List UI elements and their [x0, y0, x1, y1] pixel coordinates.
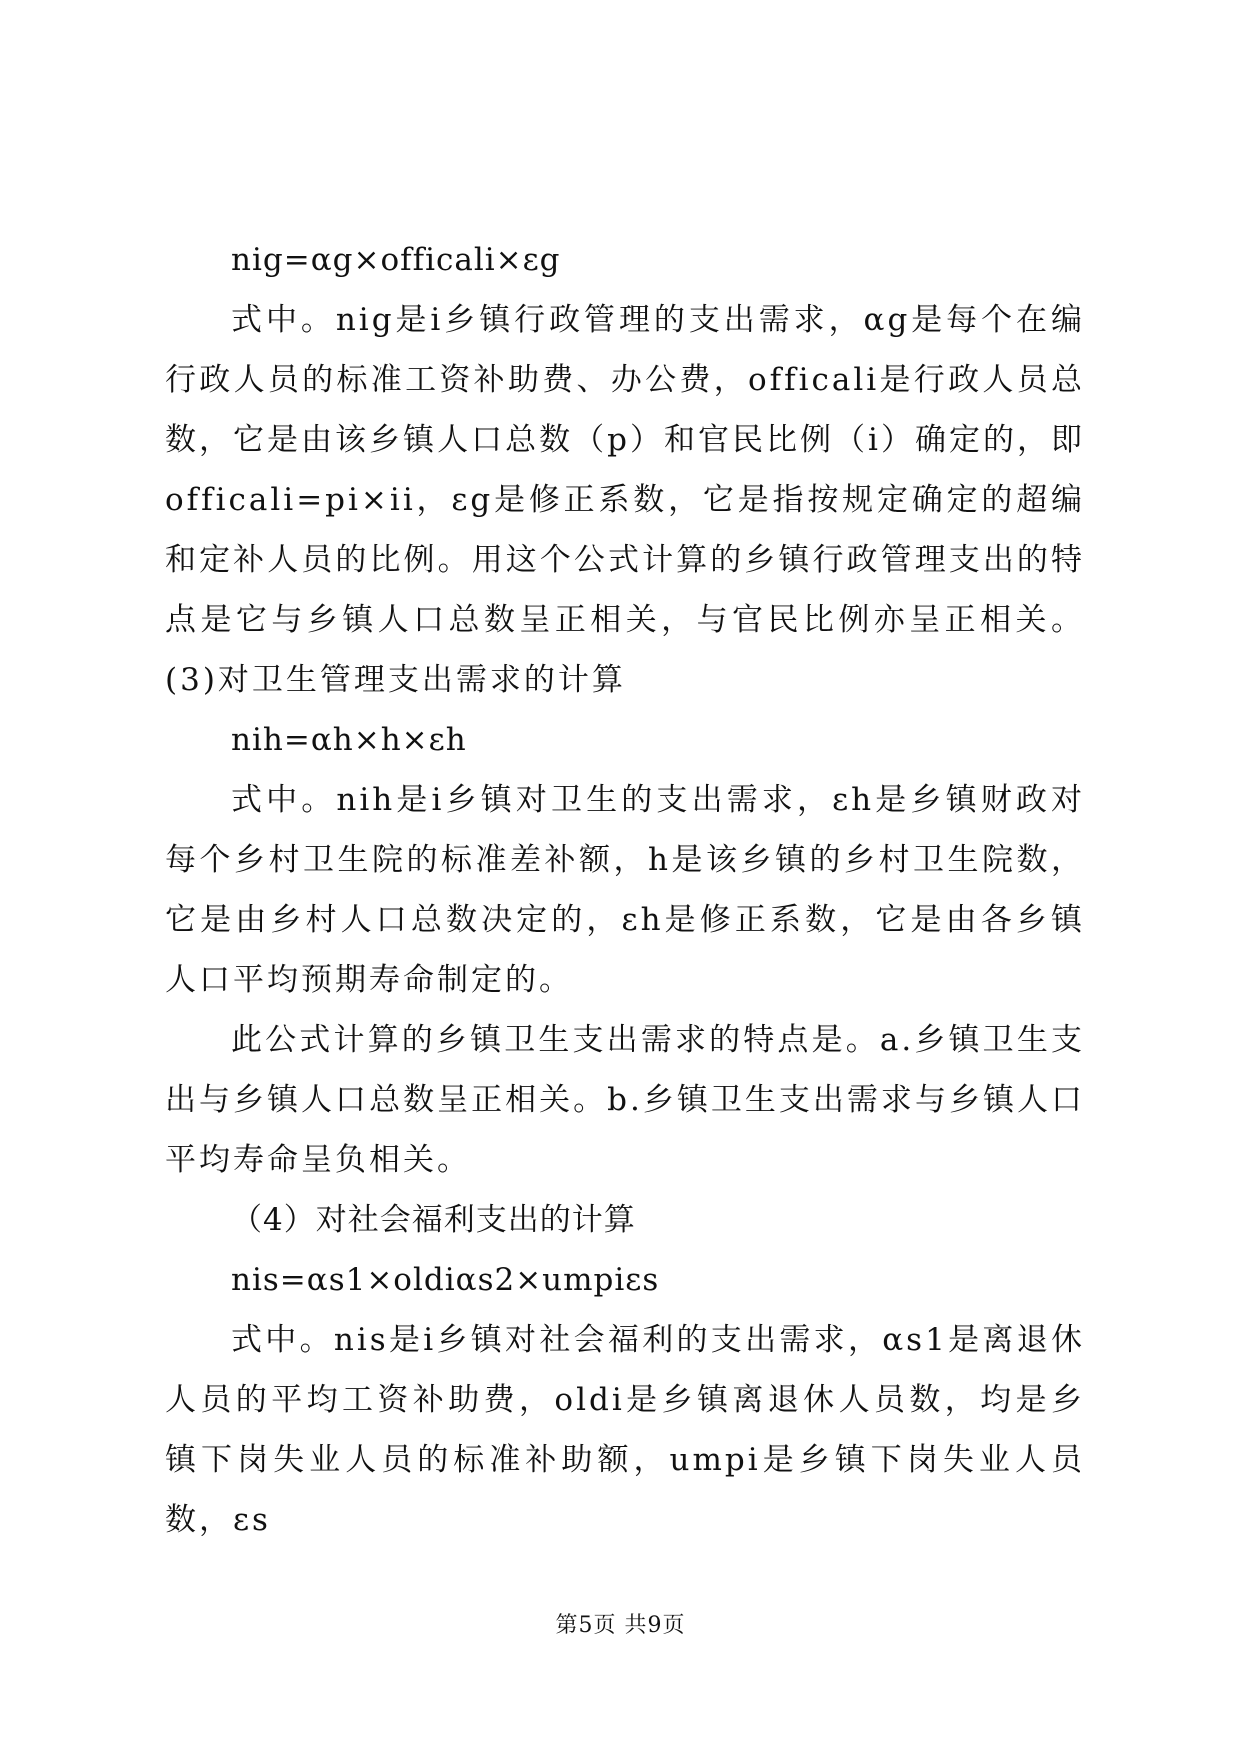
- paragraph-health-explanation: 式中。nih是i乡镇对卫生的支出需求，εh是乡镇财政对每个乡村卫生院的标准差补额，h是该乡镇的乡村卫生院数，它是由乡村人口总数决定的，εh是修正系数，它是由各乡镇人口平均预期寿命制定的。: [165, 782, 1085, 998]
- formula-nih: nih=αh×h×εh: [231, 722, 467, 758]
- page-number-footer: 第5页 共9页: [555, 1613, 686, 1638]
- paragraph-health-characteristics: 此公式计算的乡镇卫生支出需求的特点是。a.乡镇卫生支出与乡镇人口总数呈正相关。b.乡镇卫生支出需求与乡镇人口平均寿命呈负相关。: [165, 1022, 1085, 1178]
- paragraph-admin-explanation: 式中。nig是i乡镇行政管理的支出需求，αg是每个在编行政人员的标准工资补助费、办公费，officali是行政人员总数，它是由该乡镇人口总数（p）和官民比例（i）确定的，即officali=pi×ii，εg是修正系数，它是指按规定确定的超编和定补人员的比例。用这个公式计算的乡镇行政管理支出的特点是它与乡镇人口总数呈正相关，与官民比例亦呈正相关。(3)对卫生管理支出需求的计算: [165, 302, 1085, 698]
- formula-nig: nig=αg×officali×εg: [231, 242, 561, 278]
- formula-nis: nis=αs1×oldiαs2×umpiεs: [231, 1262, 660, 1298]
- section-heading-social-welfare: （4）对社会福利支出的计算: [231, 1202, 636, 1238]
- document-body: [165, 230, 1085, 1550]
- paragraph-welfare-explanation: 式中。nis是i乡镇对社会福利的支出需求，αs1是离退休人员的平均工资补助费，oldi是乡镇离退休人员数，均是乡镇下岗失业人员的标准补助额，umpi是乡镇下岗失业人员数，εs: [165, 1322, 1085, 1538]
